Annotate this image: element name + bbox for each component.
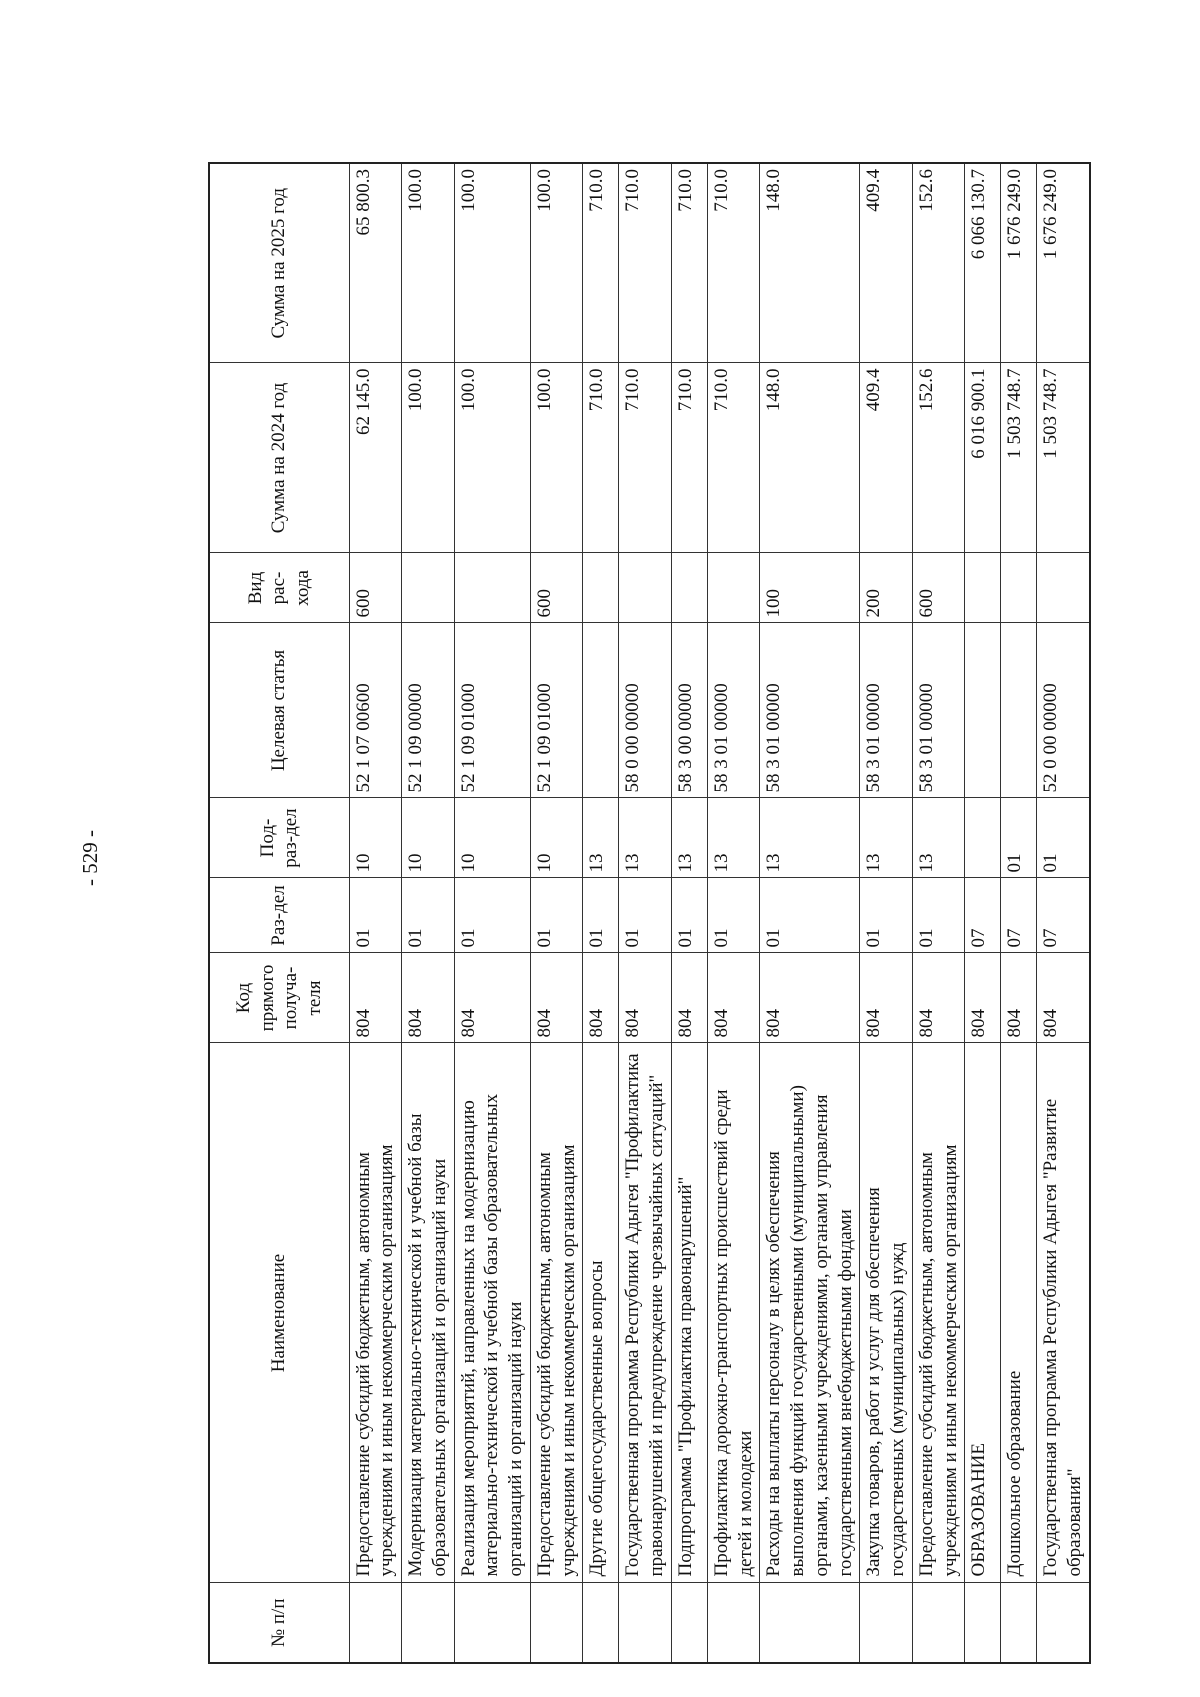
cell-razdel: 01 [349, 878, 402, 953]
cell-num [707, 1583, 760, 1663]
cell-num [530, 1583, 583, 1663]
cell-sum-2025: 65 800.3 [349, 163, 402, 363]
cell-sum-2024: 6 016 900.1 [965, 363, 1001, 553]
cell-code: 804 [619, 953, 672, 1043]
cell-name: Расходы на выплаты персоналу в целях обеспечения выполнения функций государственными (муниципальными) органами, казенными учреждениями, органами управления государственными внебюджетными фондами [760, 1043, 860, 1583]
cell-code: 804 [454, 953, 530, 1043]
cell-sum-2024: 409.4 [860, 363, 913, 553]
table-row [760, 163, 860, 1663]
cell-num [912, 1583, 965, 1663]
cell-num [965, 1583, 1001, 1663]
cell-razdel: 07 [1001, 878, 1037, 953]
cell-kind [1037, 553, 1090, 623]
cell-num [860, 1583, 913, 1663]
cell-sum-2025: 409.4 [860, 163, 913, 363]
cell-sum-2024: 100.0 [454, 363, 530, 553]
table-header-row [209, 163, 349, 1663]
cell-name: Другие общегосударственные вопросы [583, 1043, 619, 1583]
cell-razdel: 01 [912, 878, 965, 953]
header-code: Код прямого получа-теля [209, 953, 349, 1043]
cell-name: ОБРАЗОВАНИЕ [965, 1043, 1001, 1583]
cell-name: Профилактика дорожно-транспортных происшествий среди детей и молодежи [707, 1043, 760, 1583]
cell-target: 58 0 00 00000 [619, 623, 672, 798]
cell-sum-2025: 148.0 [760, 163, 860, 363]
cell-target: 58 3 01 00000 [707, 623, 760, 798]
table-row [619, 163, 672, 1663]
cell-sum-2025: 1 676 249.0 [1001, 163, 1037, 363]
cell-name: Подпрограмма "Профилактика правонарушений" [671, 1043, 707, 1583]
cell-kind [965, 553, 1001, 623]
page-number: - 529 - [78, 830, 102, 886]
cell-razdel: 01 [583, 878, 619, 953]
cell-target: 58 3 01 00000 [760, 623, 860, 798]
cell-sum-2025: 1 676 249.0 [1037, 163, 1090, 363]
table-row [860, 163, 913, 1663]
table-body [349, 163, 1090, 1663]
cell-target: 58 3 01 00000 [912, 623, 965, 798]
header-name: Наименование [209, 1043, 349, 1583]
cell-target [965, 623, 1001, 798]
cell-target: 52 0 00 00000 [1037, 623, 1090, 798]
cell-sum-2024: 1 503 748.7 [1037, 363, 1090, 553]
cell-razdel: 07 [1037, 878, 1090, 953]
cell-podrazdel: 10 [454, 798, 530, 878]
cell-podrazdel: 13 [912, 798, 965, 878]
budget-table [208, 162, 1091, 1664]
cell-target: 52 1 09 00000 [402, 623, 455, 798]
cell-num [583, 1583, 619, 1663]
cell-podrazdel: 13 [583, 798, 619, 878]
table-row [965, 163, 1001, 1663]
cell-podrazdel: 13 [619, 798, 672, 878]
header-num: № п/п [209, 1583, 349, 1663]
cell-name: Закупка товаров, работ и услуг для обеспечения государственных (муниципальных) нужд [860, 1043, 913, 1583]
cell-name: Модернизация материально-технической и учебной базы образовательных организаций и организаций науки [402, 1043, 455, 1583]
cell-kind [1001, 553, 1037, 623]
cell-kind: 200 [860, 553, 913, 623]
cell-kind: 600 [912, 553, 965, 623]
cell-kind [619, 553, 672, 623]
cell-razdel: 01 [707, 878, 760, 953]
cell-sum-2024: 710.0 [707, 363, 760, 553]
cell-target: 52 1 09 01000 [530, 623, 583, 798]
cell-target: 58 3 00 00000 [671, 623, 707, 798]
cell-target: 58 3 01 00000 [860, 623, 913, 798]
cell-target [583, 623, 619, 798]
table-row [454, 163, 530, 1663]
cell-kind [671, 553, 707, 623]
cell-sum-2025: 100.0 [402, 163, 455, 363]
cell-target: 52 1 07 00600 [349, 623, 402, 798]
cell-sum-2024: 710.0 [583, 363, 619, 553]
cell-podrazdel: 10 [402, 798, 455, 878]
cell-name: Предоставление субсидий бюджетным, автономным учреждениям и иным некоммерческим организациям [530, 1043, 583, 1583]
cell-razdel: 07 [965, 878, 1001, 953]
table-row [530, 163, 583, 1663]
cell-razdel: 01 [619, 878, 672, 953]
cell-sum-2025: 710.0 [583, 163, 619, 363]
cell-razdel: 01 [860, 878, 913, 953]
cell-kind: 600 [349, 553, 402, 623]
table-row [671, 163, 707, 1663]
cell-name: Реализация мероприятий, направленных на модернизацию материально-технической и учебной базы образовательных организаций и организаций науки [454, 1043, 530, 1583]
cell-podrazdel [965, 798, 1001, 878]
cell-sum-2025: 710.0 [619, 163, 672, 363]
cell-code: 804 [583, 953, 619, 1043]
cell-sum-2024: 710.0 [671, 363, 707, 553]
cell-kind [707, 553, 760, 623]
cell-podrazdel: 10 [349, 798, 402, 878]
cell-kind [583, 553, 619, 623]
header-kind: Вид рас-хода [209, 553, 349, 623]
cell-num [671, 1583, 707, 1663]
cell-podrazdel: 01 [1037, 798, 1090, 878]
cell-code: 804 [530, 953, 583, 1043]
table-row [912, 163, 965, 1663]
cell-podrazdel: 01 [1001, 798, 1037, 878]
cell-num [349, 1583, 402, 1663]
header-sum-2025: Сумма на 2025 год [209, 163, 349, 363]
header-sum-2024: Сумма на 2024 год [209, 363, 349, 553]
cell-kind: 100 [760, 553, 860, 623]
cell-razdel: 01 [402, 878, 455, 953]
cell-razdel: 01 [760, 878, 860, 953]
cell-code: 804 [707, 953, 760, 1043]
cell-num [402, 1583, 455, 1663]
cell-num [760, 1583, 860, 1663]
cell-podrazdel: 13 [860, 798, 913, 878]
cell-sum-2024: 100.0 [530, 363, 583, 553]
header-podrazdel: Под-раз-дел [209, 798, 349, 878]
cell-target: 52 1 09 01000 [454, 623, 530, 798]
cell-sum-2024: 152.6 [912, 363, 965, 553]
cell-num [1037, 1583, 1090, 1663]
cell-sum-2025: 100.0 [454, 163, 530, 363]
cell-code: 804 [1037, 953, 1090, 1043]
rotated-table-wrapper [208, 164, 1108, 1664]
cell-sum-2024: 62 145.0 [349, 363, 402, 553]
table-row [583, 163, 619, 1663]
cell-podrazdel: 10 [530, 798, 583, 878]
cell-sum-2025: 6 066 130.7 [965, 163, 1001, 363]
cell-name: Государственная программа Республики Адыгея "Развитие образования" [1037, 1043, 1090, 1583]
header-target: Целевая статья [209, 623, 349, 798]
cell-sum-2024: 148.0 [760, 363, 860, 553]
cell-kind: 600 [530, 553, 583, 623]
cell-name: Предоставление субсидий бюджетным, автономным учреждениям и иным некоммерческим организациям [349, 1043, 402, 1583]
cell-name: Дошкольное образование [1001, 1043, 1037, 1583]
table-row [402, 163, 455, 1663]
cell-sum-2025: 710.0 [707, 163, 760, 363]
table-row [1037, 163, 1090, 1663]
table-row [1001, 163, 1037, 1663]
cell-num [619, 1583, 672, 1663]
cell-sum-2025: 710.0 [671, 163, 707, 363]
cell-sum-2025: 152.6 [912, 163, 965, 363]
cell-name: Предоставление субсидий бюджетным, автономным учреждениям и иным некоммерческим организациям [912, 1043, 965, 1583]
cell-kind [454, 553, 530, 623]
cell-sum-2025: 100.0 [530, 163, 583, 363]
cell-sum-2024: 710.0 [619, 363, 672, 553]
cell-razdel: 01 [454, 878, 530, 953]
table-row [707, 163, 760, 1663]
cell-code: 804 [912, 953, 965, 1043]
cell-sum-2024: 100.0 [402, 363, 455, 553]
table-row [349, 163, 402, 1663]
cell-podrazdel: 13 [760, 798, 860, 878]
cell-code: 804 [1001, 953, 1037, 1043]
cell-kind [402, 553, 455, 623]
cell-name: Государственная программа Республики Адыгея "Профилактика правонарушений и предупреждение чрезвычайных ситуаций" [619, 1043, 672, 1583]
cell-sum-2024: 1 503 748.7 [1001, 363, 1037, 553]
cell-podrazdel: 13 [671, 798, 707, 878]
cell-target [1001, 623, 1037, 798]
cell-code: 804 [349, 953, 402, 1043]
cell-code: 804 [760, 953, 860, 1043]
cell-num [454, 1583, 530, 1663]
cell-podrazdel: 13 [707, 798, 760, 878]
cell-razdel: 01 [530, 878, 583, 953]
cell-razdel: 01 [671, 878, 707, 953]
cell-code: 804 [671, 953, 707, 1043]
cell-code: 804 [402, 953, 455, 1043]
cell-num [1001, 1583, 1037, 1663]
cell-code: 804 [965, 953, 1001, 1043]
header-razdel: Раз-дел [209, 878, 349, 953]
cell-code: 804 [860, 953, 913, 1043]
